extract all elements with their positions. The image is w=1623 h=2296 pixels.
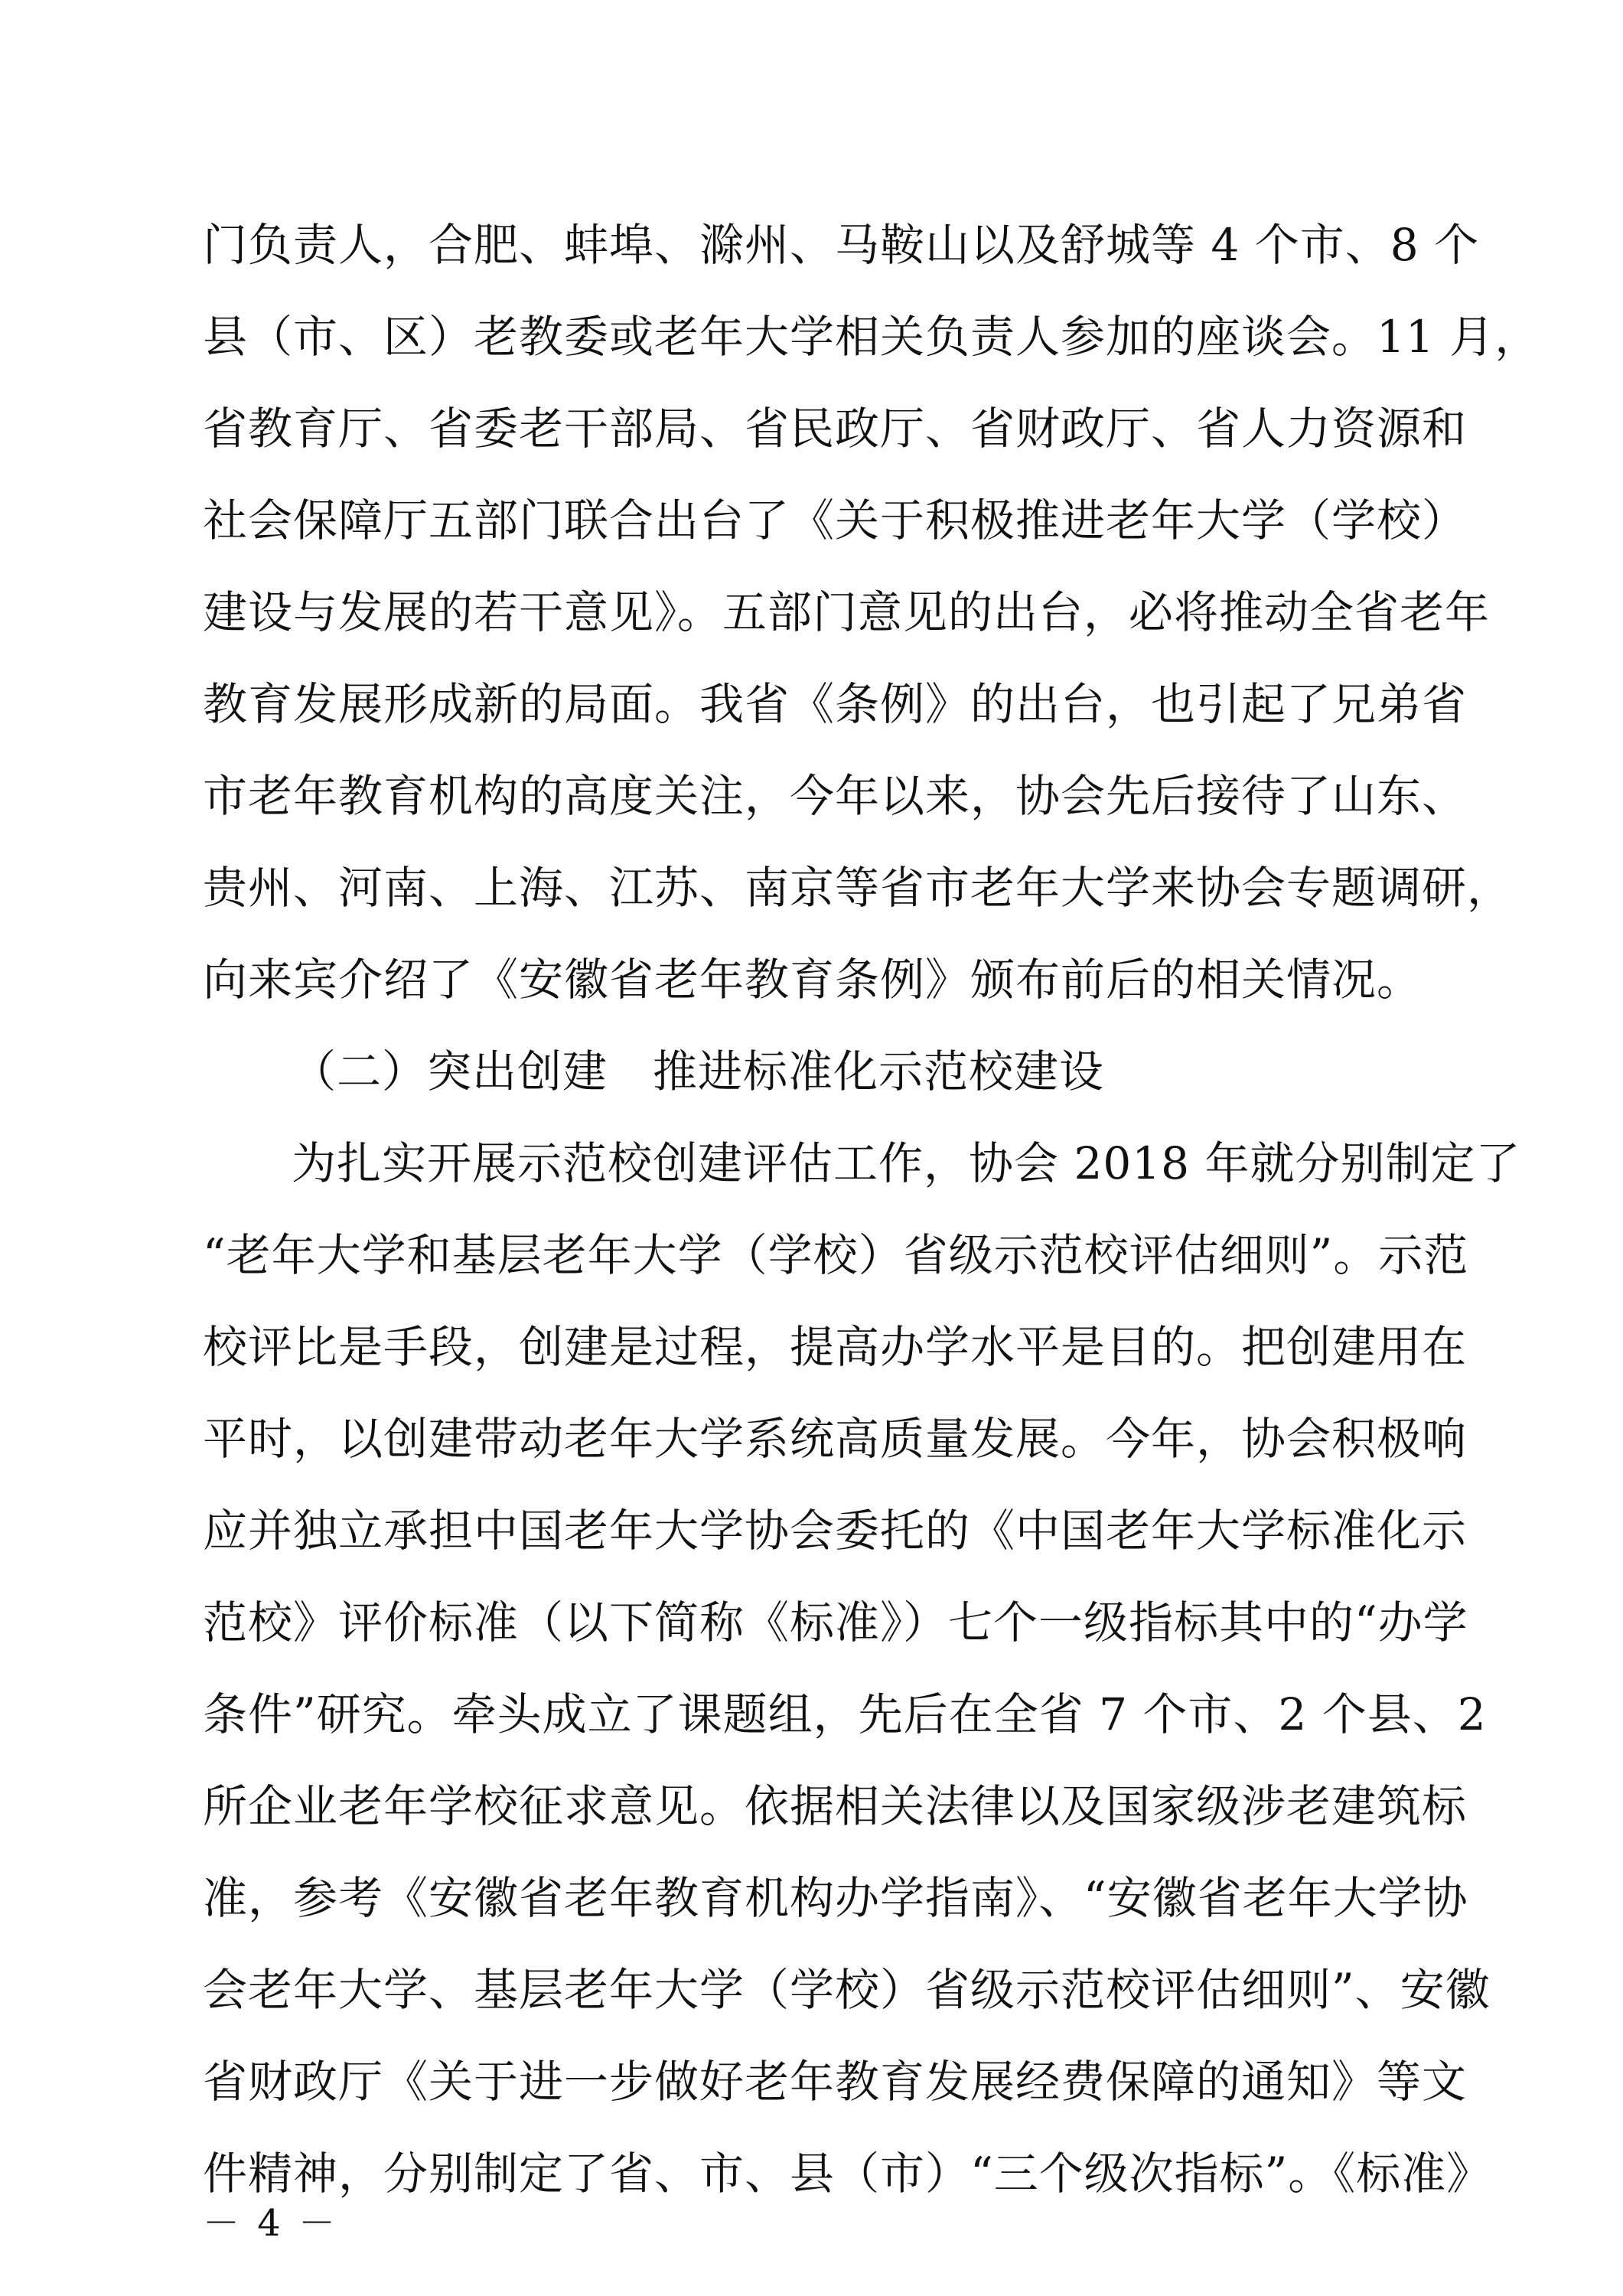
text-line: 平时，以创建带动老年大学系统高质量发展。今年，协会积极响 [203,1413,1468,1465]
text-line: 社会保障厅五部门联合出台了《关于积极推进老年大学（学校） [203,494,1468,546]
text-line: 准，参考《安徽省老年教育机构办学指南》、“安徽省老年大学协 [203,1872,1468,1924]
text-line: 范校》评价标准（以下简称《标准》）七个一级指标其中的“办学 [203,1596,1468,1649]
section-heading: （二）突出创建 推进标准化示范校建设 [292,1045,1105,1097]
page-number: － 4 － [203,2202,339,2245]
text-line: 教育发展形成新的局面。我省《条例》的出台，也引起了兄弟省 [203,678,1468,730]
text-line: 建设与发展的若干意见》。五部门意见的出台，必将推动全省老年 [203,586,1491,638]
text-line: 所企业老年学校征求意见。依据相关法律以及国家级涉老建筑标 [203,1780,1468,1832]
text-line: 会老年大学、基层老年大学（学校）省级示范校评估细则”、安徽 [203,1964,1491,2016]
text-line: 应并独立承担中国老年大学协会委托的《中国老年大学标准化示 [203,1505,1468,1557]
text-line: 件精神，分别制定了省、市、县（市）“三个级次指标”。《标准》 [203,2148,1492,2200]
text-line: 县（市、区）老教委或老年大学相关负责人参加的座谈会。11 月， [203,311,1540,363]
text-line: 省财政厅《关于进一步做好老年教育发展经费保障的通知》等文 [203,2056,1468,2108]
text-line: 省教育厅、省委老干部局、省民政厅、省财政厅、省人力资源和 [203,403,1468,455]
text-line: 市老年教育机构的高度关注，今年以来，协会先后接待了山东、 [203,770,1468,822]
text-line: 条件”研究。牵头成立了课题组，先后在全省 7 个市、2 个县、2 [203,1688,1487,1740]
text-line: 为扎实开展示范校创建评估工作，协会 2018 年就分别制定了 [292,1137,1521,1189]
text-line: 贵州、河南、上海、江苏、南京等省市老年大学来协会专题调研， [203,862,1513,914]
text-line: “老年大学和基层老年大学（学校）省级示范校评估细则”。示范 [203,1229,1469,1281]
text-line: 校评比是手段，创建是过程，提高办学水平是目的。把创建用在 [203,1321,1468,1373]
text-line: 门负责人，合肥、蚌埠、滁州、马鞍山以及舒城等 4 个市、8 个 [203,219,1480,271]
text-line: 向来宾介绍了《安徽省老年教育条例》颁布前后的相关情况。 [203,954,1423,1006]
